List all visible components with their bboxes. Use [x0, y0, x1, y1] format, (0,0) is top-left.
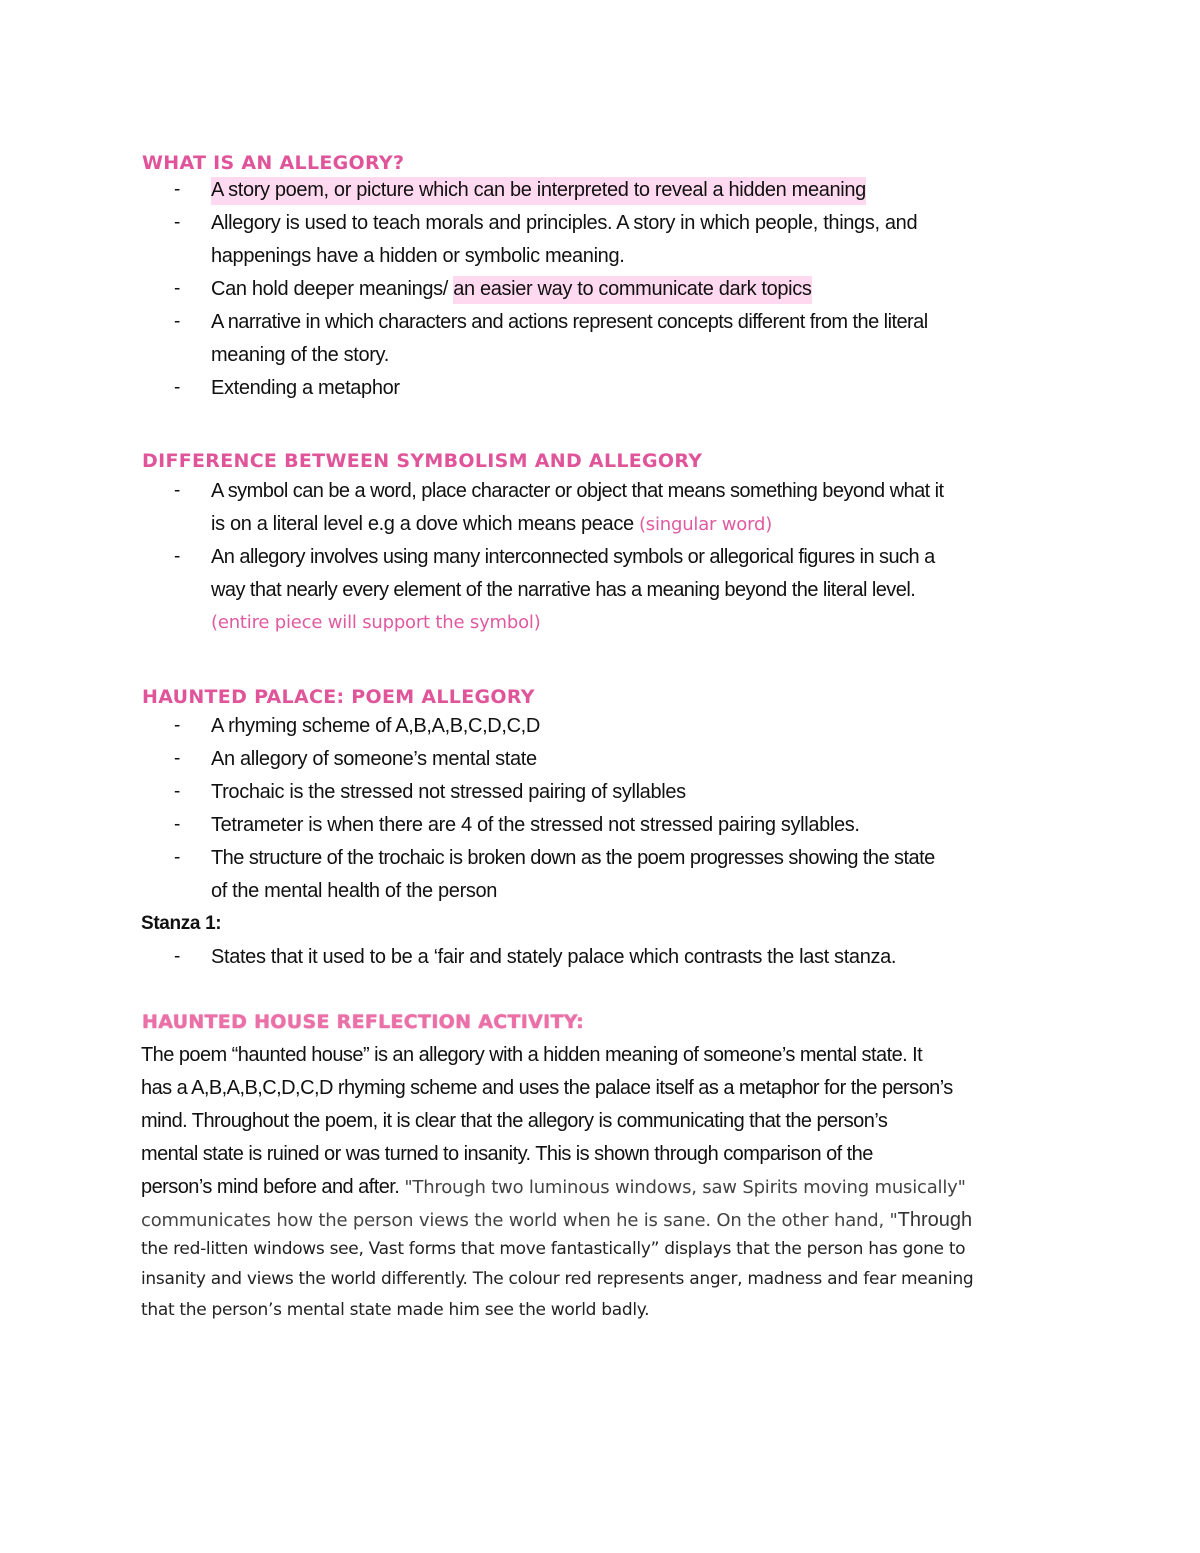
text: communicates how the person views the world when he is sane. On the other hand, ": [141, 1210, 898, 1231]
reflection-line-5: [141, 1177, 966, 1197]
palace-bullet-2: An allegory of someone’s mental state: [211, 748, 537, 770]
heading-reflection: HAUNTED HOUSE REFLECTION ACTIVITY:: [142, 1011, 585, 1033]
highlight: an easier way to communicate dark topics: [453, 276, 811, 304]
bullet: -: [174, 847, 181, 868]
heading-what-is-allegory: WHAT IS AN ALLEGORY?: [142, 152, 405, 174]
difference-bullet-2-line-1: An allegory involves using many interconnected symbols or allegorical figures in such a: [211, 546, 935, 568]
palace-bullet-5-line-1: The structure of the trochaic is broken down as the poem progresses showing the state: [211, 847, 935, 869]
allegory-bullet-4-line-1: A narrative in which characters and actions represent concepts different from the literal: [211, 311, 928, 333]
palace-bullet-1: A rhyming scheme of A,B,A,B,C,D,C,D: [211, 715, 540, 737]
quote-text: "Through two luminous windows, saw Spirits moving musically": [404, 1177, 966, 1198]
bullet: -: [174, 781, 181, 802]
allegory-bullet-2-line-2: happenings have a hidden or symbolic meaning.: [211, 245, 625, 267]
reflection-line-9: that the person’s mental state made him see the world badly.: [141, 1300, 650, 1320]
palace-bullet-3: Trochaic is the stressed not stressed pairing of syllables: [211, 781, 686, 803]
bullet: -: [174, 546, 181, 567]
reflection-line-8: insanity and views the world differently. The colour red represents anger, madness and fear meaning: [141, 1269, 974, 1289]
bullet: -: [174, 480, 181, 501]
difference-bullet-1-line-1: A symbol can be a word, place character or object that means something beyond what it: [211, 480, 944, 502]
reflection-line-3: mind. Throughout the poem, it is clear that the allegory is communicating that the person’s: [141, 1110, 888, 1132]
allegory-bullet-1: [211, 180, 866, 200]
reflection-line-1: The poem “haunted house” is an allegory with a hidden meaning of someone’s mental state. It: [141, 1044, 923, 1066]
bullet: -: [174, 377, 181, 398]
bullet: -: [174, 179, 181, 200]
allegory-bullet-5: Extending a metaphor: [211, 377, 400, 399]
allegory-bullet-2-line-1: Allegory is used to teach morals and principles. A story in which people, things, and: [211, 212, 918, 234]
allegory-bullet-3: [211, 279, 812, 299]
reflection-line-6: [141, 1210, 972, 1230]
reflection-line-7: the red-litten windows see, Vast forms that move fantastically” displays that the person has gone to: [141, 1239, 966, 1259]
bullet: -: [174, 212, 181, 233]
pink-note: (entire piece will support the symbol): [211, 612, 541, 633]
bullet: -: [174, 946, 181, 967]
palace-bullet-4: Tetrameter is when there are 4 of the stressed not stressed pairing syllables.: [211, 814, 860, 836]
bullet: -: [174, 715, 181, 736]
bullet: -: [174, 814, 181, 835]
stanza-bullet-1: States that it used to be a ‘fair and stately palace which contrasts the last stanza.: [211, 946, 897, 968]
allegory-bullet-4-line-2: meaning of the story.: [211, 344, 389, 366]
stanza-label: Stanza 1:: [141, 913, 222, 934]
highlight: A story poem, or picture which can be interpreted to reveal a hidden meaning: [211, 177, 866, 205]
heading-haunted-palace: HAUNTED PALACE: POEM ALLEGORY: [142, 686, 535, 708]
difference-bullet-2-line-2: way that nearly every element of the narrative has a meaning beyond the literal level.: [211, 579, 916, 601]
difference-bullet-1-line-2: [211, 514, 772, 534]
reflection-line-2: has a A,B,A,B,C,D,C,D rhyming scheme and uses the palace itself as a metaphor for the person’s: [141, 1077, 953, 1099]
text: person’s mind before and after.: [141, 1176, 405, 1198]
bullet: -: [174, 748, 181, 769]
text: is on a literal level e.g a dove which means peace: [211, 513, 639, 535]
palace-bullet-5-line-2: of the mental health of the person: [211, 880, 498, 902]
reflection-line-4: mental state is ruined or was turned to insanity. This is shown through comparison of the: [141, 1143, 873, 1165]
pink-note: (singular word): [638, 514, 773, 535]
heading-difference: DIFFERENCE BETWEEN SYMBOLISM AND ALLEGORY: [142, 450, 703, 472]
text: Through: [897, 1209, 973, 1231]
text: Can hold deeper meanings/: [211, 278, 454, 300]
bullet: -: [174, 278, 181, 299]
bullet: -: [174, 311, 181, 332]
